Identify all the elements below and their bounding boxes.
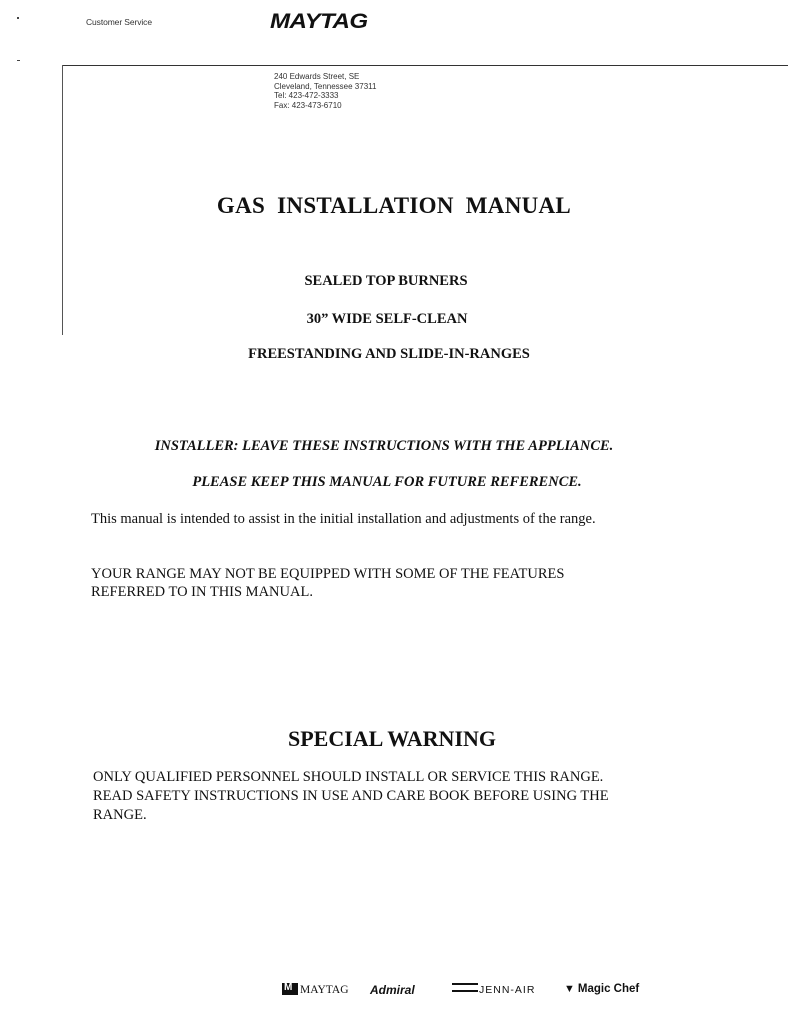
features-notice-line: REFERRED TO IN THIS MANUAL. xyxy=(91,584,313,600)
footer-brand-jennair xyxy=(452,983,535,996)
chef-hat-icon: ▼ xyxy=(564,983,575,995)
brand-footer xyxy=(282,983,662,1003)
address-line-phone: Tel: 423-472-3333 xyxy=(274,91,339,100)
keep-manual-note: PLEASE KEEP THIS MANUAL FOR FUTURE REFERENCE. xyxy=(192,474,582,490)
document-title: GAS INSTALLATION MANUAL xyxy=(216,193,572,218)
company-address xyxy=(274,72,376,110)
installer-note: INSTALLER: LEAVE THESE INSTRUCTIONS WITH THE APPLIANCE. xyxy=(154,438,614,454)
address-line-street: 240 Edwards Street, SE xyxy=(274,72,360,81)
footer-brand-jennair-label: JENN-AIR xyxy=(479,984,536,996)
warning-line: READ SAFETY INSTRUCTIONS IN USE AND CARE BOOK BEFORE USING THE xyxy=(93,788,609,804)
special-warning-title: SPECIAL WARNING xyxy=(287,726,497,751)
features-notice-line: YOUR RANGE MAY NOT BE EQUIPPED WITH SOME OF THE FEATURES xyxy=(91,566,565,582)
features-notice xyxy=(91,565,564,601)
subtitle-sealed-top-burners: SEALED TOP BURNERS xyxy=(304,273,468,289)
subtitle-30-wide: 30” WIDE SELF-CLEAN xyxy=(306,311,468,327)
maytag-logo: MAYTAG xyxy=(270,10,368,33)
footer-brand-admiral: Admiral xyxy=(370,983,415,997)
special-warning-body xyxy=(93,768,693,825)
warning-line: RANGE. xyxy=(93,807,147,823)
warning-line: ONLY QUALIFIED PERSONNEL SHOULD INSTALL OR SERVICE THIS RANGE. xyxy=(93,769,604,785)
address-line-fax: Fax: 423-473-6710 xyxy=(274,100,342,110)
footer-brand-maytag xyxy=(282,983,349,996)
intro-paragraph: This manual is intended to assist in the initial installation and adjustments of the range. xyxy=(91,511,596,527)
maytag-emblem-icon xyxy=(282,983,298,995)
subtitle-freestanding: FREESTANDING AND SLIDE-IN-RANGES xyxy=(248,346,530,362)
footer-brand-magic-chef-label: Magic Chef xyxy=(577,983,640,995)
footer-brand-magic-chef xyxy=(564,983,639,995)
scan-speck xyxy=(17,60,20,61)
scan-speck xyxy=(17,17,19,19)
footer-brand-maytag-label: MAYTAG xyxy=(300,984,349,996)
jennair-bars-icon xyxy=(452,983,478,992)
letterhead-rule xyxy=(62,65,788,66)
address-line-city: Cleveland, Tennessee 37311 xyxy=(274,81,377,91)
department-label: Customer Service xyxy=(86,17,152,27)
